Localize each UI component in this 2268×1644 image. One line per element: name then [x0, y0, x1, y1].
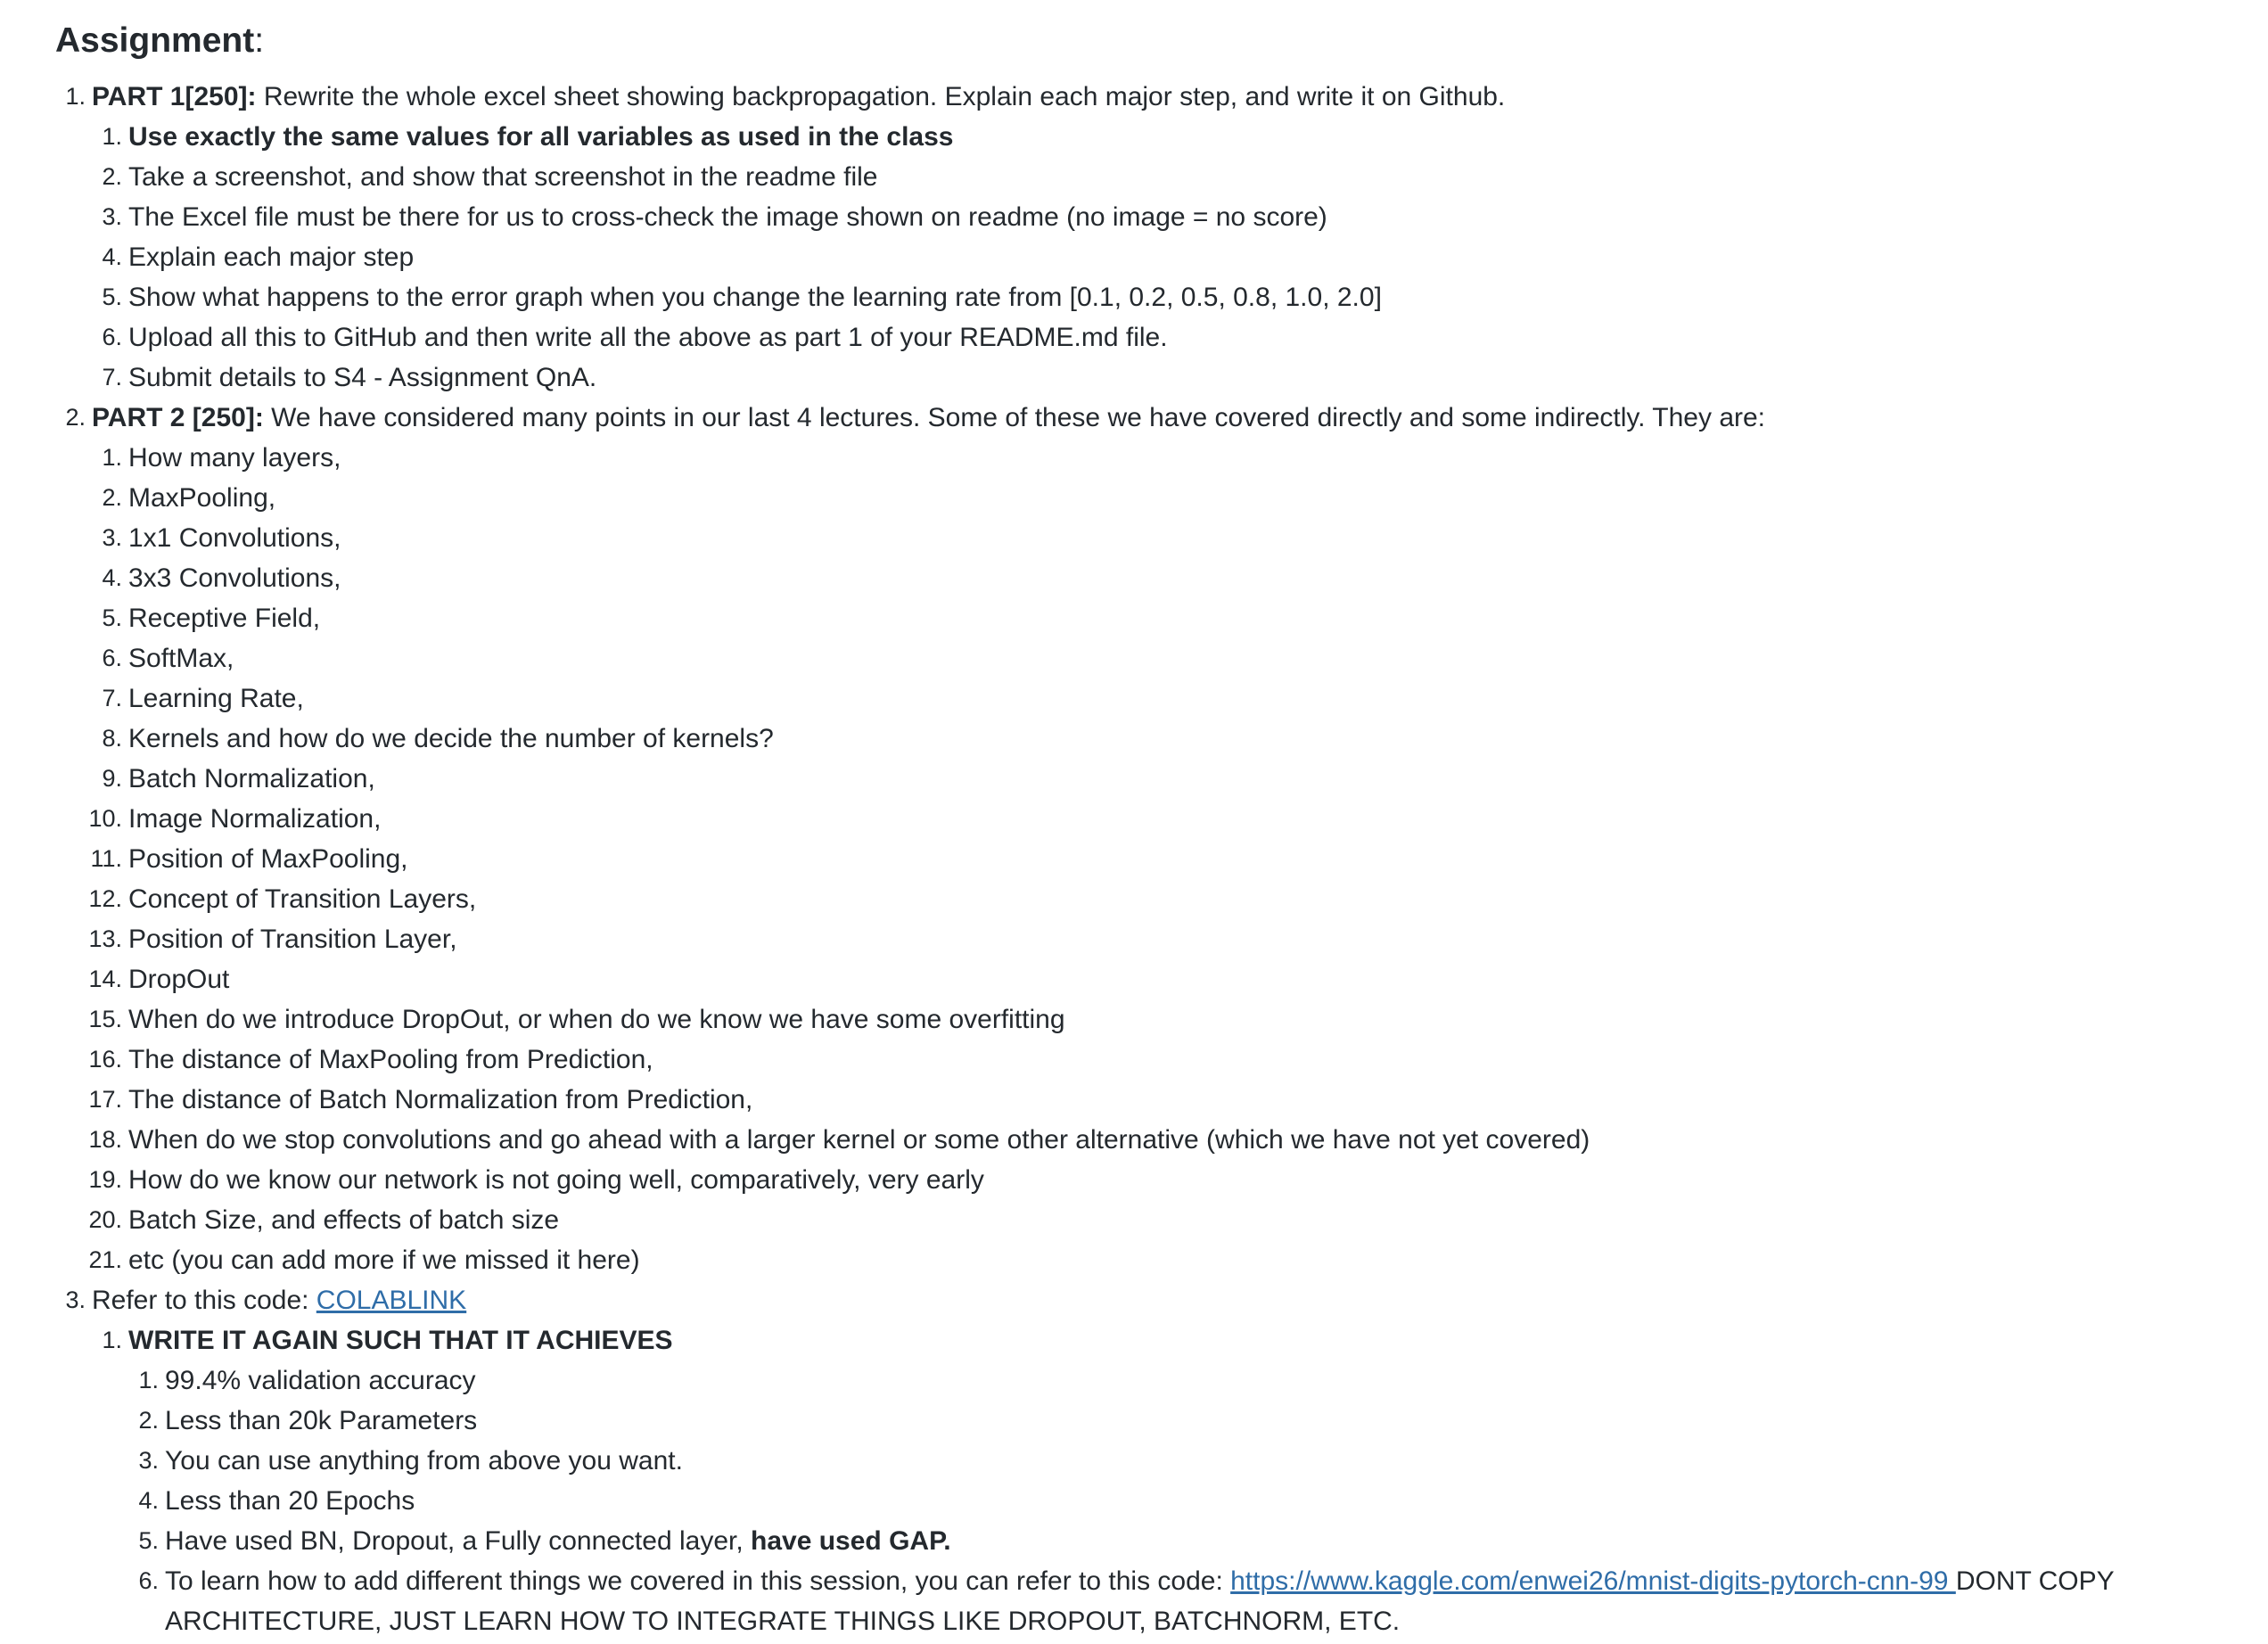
list-item-text: Receptive Field, — [128, 604, 321, 633]
list-number: 4. — [138, 1487, 159, 1514]
list-item-text: The distance of MaxPooling from Prediction, — [128, 1045, 653, 1074]
list-number: 2. — [65, 404, 86, 431]
list-item-text: Learning Rate, — [128, 684, 304, 713]
list-item-text: Image Normalization, — [128, 804, 382, 834]
part2-item — [55, 398, 2231, 1280]
list-item — [92, 839, 2231, 879]
list-item — [88, 1120, 2231, 1160]
list-number: 1. — [102, 123, 122, 150]
list-number: 9. — [102, 765, 122, 792]
list-item — [92, 598, 2231, 638]
list-item-text: Have used BN, Dropout, a Fully connected layer, — [165, 1526, 752, 1556]
list-item-text: 3x3 Convolutions, — [128, 563, 341, 593]
part1-sublist — [92, 117, 2231, 398]
list-item-text: You can use anything from above you want. — [165, 1446, 683, 1475]
list-item — [88, 1200, 2231, 1240]
part2-label: PART 2 [250]: — [92, 403, 264, 432]
heading-text: Assignment — [55, 21, 255, 60]
list-item-text: The Excel file must be there for us to cross-check the image shown on readme (no image = no score) — [128, 202, 1327, 232]
part1-item — [55, 77, 2231, 398]
requirements-list — [128, 1360, 2231, 1641]
list-item — [92, 558, 2231, 598]
list-item-text: Explain each major step — [128, 242, 415, 272]
list-number: 3. — [138, 1447, 159, 1474]
list-item-text: etc (you can add more if we missed it here) — [128, 1245, 640, 1275]
list-number: 6. — [138, 1567, 159, 1594]
list-item-text: Position of Transition Layer, — [128, 925, 457, 954]
list-item-text: How do we know our network is not going well, comparatively, very early — [128, 1165, 984, 1195]
list-item — [92, 317, 2231, 358]
list-number: 3. — [102, 524, 122, 551]
list-item-bold-text: have used GAP. — [751, 1526, 951, 1556]
colab-link[interactable]: COLABLINK — [316, 1286, 467, 1315]
list-number: 8. — [102, 725, 122, 752]
list-number: 5. — [102, 604, 122, 631]
list-item-text: 99.4% validation accuracy — [165, 1366, 476, 1395]
assignment-document — [55, 18, 2231, 1641]
list-number: 6. — [102, 645, 122, 671]
list-item — [92, 678, 2231, 719]
list-item — [88, 959, 2231, 999]
list-item — [92, 478, 2231, 518]
list-number: 13. — [88, 925, 122, 952]
list-item-text: Submit details to S4 - Assignment QnA. — [128, 363, 597, 392]
list-item-text: When do we introduce DropOut, or when do we know we have some overfitting — [128, 1005, 1065, 1034]
list-item — [88, 1240, 2231, 1280]
list-item — [88, 799, 2231, 839]
requirements-label: WRITE IT AGAIN SUCH THAT IT ACHIEVES — [128, 1326, 673, 1355]
list-item-text: Concept of Transition Layers, — [128, 884, 477, 914]
part1-text: Rewrite the whole excel sheet showing backpropagation. Explain each major step, and write it on Github. — [256, 82, 1506, 111]
part3-sublist — [92, 1320, 2231, 1641]
list-number: 15. — [88, 1006, 122, 1032]
list-item — [92, 518, 2231, 558]
list-item — [88, 919, 2231, 959]
list-number: 5. — [138, 1527, 159, 1554]
list-number: 3. — [102, 203, 122, 230]
kaggle-link[interactable]: https://www.kaggle.com/enwei26/mnist-digits-pytorch-cnn-99 — [1230, 1566, 1956, 1596]
list-number: 7. — [102, 685, 122, 711]
list-item-text: Kernels and how do we decide the number of kernels? — [128, 724, 774, 753]
list-item — [92, 197, 2231, 237]
list-number: 4. — [102, 243, 122, 270]
list-item — [92, 358, 2231, 398]
list-number: 2. — [138, 1407, 159, 1434]
list-number: 5. — [102, 284, 122, 310]
list-item-text: Batch Size, and effects of batch size — [128, 1205, 560, 1235]
list-number: 7. — [102, 364, 122, 390]
list-number: 4. — [102, 564, 122, 591]
list-item-text: Position of MaxPooling, — [128, 844, 408, 874]
list-number: 17. — [88, 1086, 122, 1113]
list-number: 16. — [88, 1046, 122, 1073]
list-item-text: 1x1 Convolutions, — [128, 523, 341, 553]
list-number: 10. — [88, 805, 122, 832]
list-item — [88, 1080, 2231, 1120]
assignment-parts-list — [55, 77, 2231, 1641]
list-item — [88, 879, 2231, 919]
list-item-text: DropOut — [128, 965, 230, 994]
list-item-text: Upload all this to GitHub and then write all the above as part 1 of your README.md file. — [128, 323, 1168, 352]
list-item-text: How many layers, — [128, 443, 341, 473]
list-item — [92, 237, 2231, 277]
part2-sublist — [88, 438, 2231, 1280]
list-item-text: Less than 20 Epochs — [165, 1486, 415, 1516]
list-item-text: MaxPooling, — [128, 483, 276, 513]
list-number: 2. — [102, 484, 122, 511]
list-number: 19. — [88, 1166, 122, 1193]
list-number: 20. — [88, 1206, 122, 1233]
list-item — [88, 1160, 2231, 1200]
list-item — [128, 1481, 2231, 1521]
list-item-text: The distance of Batch Normalization from Prediction, — [128, 1085, 753, 1114]
list-number: 1. — [102, 1327, 122, 1353]
list-item-text: Use exactly the same values for all variables as used in the class — [128, 122, 954, 152]
list-item — [128, 1441, 2231, 1481]
part2-text: We have considered many points in our last 4 lectures. Some of these we have covered directly and some indirectly. They are: — [263, 403, 1766, 432]
assignment-heading — [55, 18, 2231, 64]
list-number: 21. — [88, 1246, 122, 1273]
list-item — [92, 438, 2231, 478]
list-item — [128, 1561, 2231, 1641]
list-item-text: Take a screenshot, and show that screenshot in the readme file — [128, 162, 878, 192]
list-item — [128, 1521, 2231, 1561]
part3-text: Refer to this code: — [92, 1286, 316, 1315]
list-number: 14. — [88, 966, 122, 992]
list-item-text: SoftMax, — [128, 644, 234, 673]
list-item — [92, 157, 2231, 197]
part1-label: PART 1[250]: — [92, 82, 257, 111]
list-number: 6. — [102, 324, 122, 350]
list-number: 18. — [88, 1126, 122, 1153]
list-item-text: Less than 20k Parameters — [165, 1406, 478, 1435]
list-item — [88, 999, 2231, 1040]
list-item — [92, 638, 2231, 678]
list-number: 12. — [88, 885, 122, 912]
list-number: 3. — [65, 1286, 86, 1313]
list-item — [92, 1320, 2231, 1641]
list-item-text: Show what happens to the error graph when you change the learning rate from [0.1, 0.2, 0.5, 0.8, 1.0, 2.0] — [128, 283, 1382, 312]
list-item — [92, 117, 2231, 157]
list-item — [92, 277, 2231, 317]
list-item-text: Batch Normalization, — [128, 764, 375, 793]
list-number: 2. — [102, 163, 122, 190]
list-item — [128, 1401, 2231, 1441]
list-item — [92, 719, 2231, 759]
list-item — [88, 1040, 2231, 1080]
list-number: 1. — [65, 83, 86, 110]
list-item-text: DONT COPY ARCHITECTURE, JUST LEARN HOW TO INTEGRATE THINGS LIKE DROPOUT, BATCHNORM, ETC. — [165, 1566, 2115, 1636]
part3-item — [55, 1280, 2231, 1641]
list-item-text: When do we stop convolutions and go ahead with a larger kernel or some other alternative (which we have not yet covered) — [128, 1125, 1590, 1155]
list-number: 1. — [138, 1367, 159, 1393]
list-number: 1. — [102, 444, 122, 471]
list-item — [92, 759, 2231, 799]
list-item — [128, 1360, 2231, 1401]
list-item-text: To learn how to add different things we covered in this session, you can refer to this code: — [165, 1566, 1231, 1596]
heading-colon: : — [254, 21, 265, 60]
list-number: 11. — [90, 845, 122, 872]
